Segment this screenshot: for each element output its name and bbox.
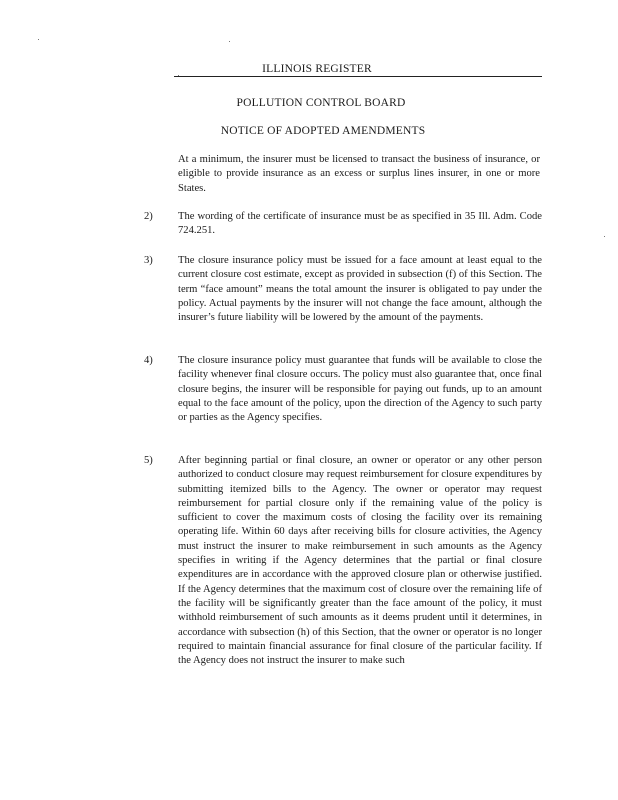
item-text: The closure insurance policy must guarantee that funds will be available to close the facility whenever final closure occurs. The policy must also guarantee that, once final closure begins, the insurer will be responsible for paying out funds, up to an amount equal to the face amount of the policy, upon the direction of the Agency to such party or parties as the Agency specifies. <box>178 355 542 424</box>
register-title: ILLINOIS REGISTER <box>262 63 372 75</box>
header-rule <box>174 76 542 77</box>
continuation-paragraph: At a minimum, the insurer must be licensed to transact the business of insurance, or eligible to provide insurance as an excess or surplus lines insurer, in one or more States. <box>178 154 540 194</box>
board-title: POLLUTION CONTROL BOARD <box>236 97 406 109</box>
item-text: After beginning partial or final closure, an owner or operator or any other person authorized to conduct closure may request reimbursement for closure expenditures by submitting itemized bills to the Agency. The owner or operator may request reimbursement for partial closure only if the remaining value of the policy is sufficient to cover the maximum costs of closing the facility over its remaining operating life. Within 60 days after receiving bills for closure activities, the Agency must instruct the insurer to make reimbursement in such amounts as the Agency specifies in writing if the Agency determines that the partial or final closure expenditures are in accordance with the approved closure plan or otherwise justified. If the Agency determines that the maximum cost of closure over the remaining life of the facility will be significantly greater than the face amount of the policy, it must withhold reimbursement of such amounts as it deems prudent until it determines, in accordance with subsection (h) of this Section, that the owner or operator is no longer required to maintain financial assurance for final closure of the particular facility. If the Agency does not instruct the insurer to make such <box>178 455 542 667</box>
item-text: The wording of the certificate of insurance must be as specified in 35 Ill. Adm. Code 724.251. <box>178 211 542 237</box>
item-number: 3) <box>144 255 153 266</box>
scan-speck <box>604 236 605 237</box>
item-number: 4) <box>144 355 153 366</box>
item-number: 5) <box>144 455 153 466</box>
scan-speck <box>229 41 230 42</box>
item-number: 2) <box>144 211 153 222</box>
item-text: The closure insurance policy must be issued for a face amount at least equal to the current closure cost estimate, except as provided in subsection (f) of this Section. The term “face amount” means the total amount the insurer is obligated to pay under the policy. Actual payments by the insurer will not change the face amount, although the insurer’s future liability will be lowered by the amount of the payments. <box>178 255 542 324</box>
notice-title: NOTICE OF ADOPTED AMENDMENTS <box>220 125 426 137</box>
scan-speck <box>38 39 39 40</box>
